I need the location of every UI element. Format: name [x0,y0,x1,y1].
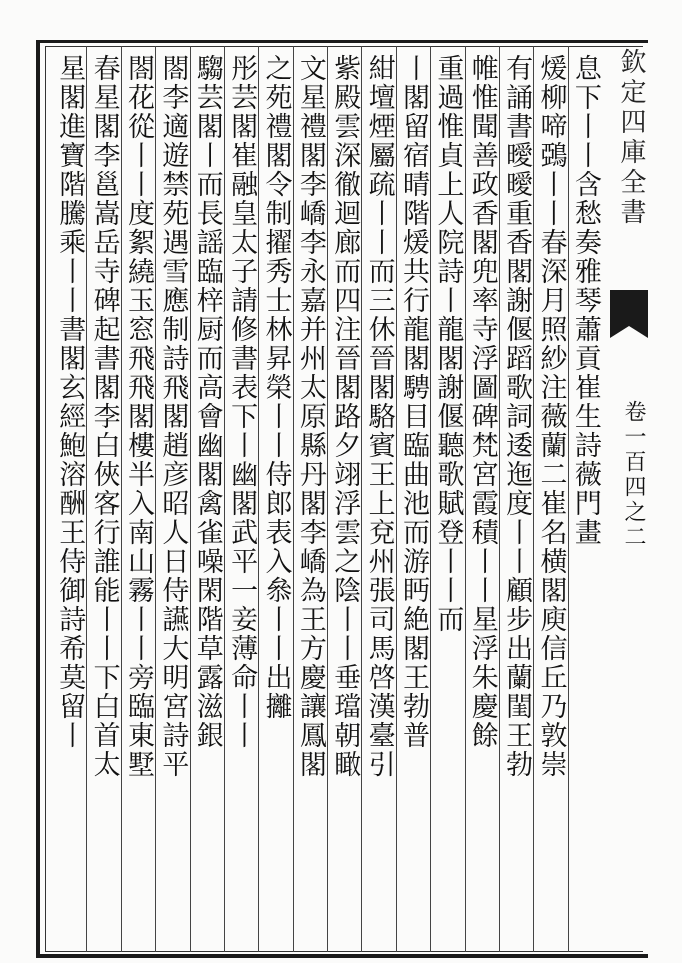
text-column: 彤芸閣崔融皇太子請修書表下丨幽閣武平一妾薄命丨丨 [226,54,258,750]
text-column: 帷惟聞善政香閣兜率寺浮圖碑梵宮霞積丨丨星浮朱慶餘 [466,54,498,750]
fishtail-mark-icon [610,290,648,326]
text-column: 重過惟貞上人院詩丨龍閣謝偃聽歌賦登丨丨而 [432,54,464,634]
text-column: 息下丨丨含愁奏雅琴蕭貢崔生詩薇門畫 [569,54,601,547]
text-column: 丨閣留宿晴階煖共行龍閣騁目臨曲池而游眄絶閣王勃普 [397,54,429,750]
volume-label: 卷一百四之二 [621,400,646,550]
text-column: 煖柳啼鵶丨丨春深月照紗注薇蘭二崔名横閣庾信丘乃敦崇 [535,54,567,779]
text-column: 閤李適遊禁苑遇雪應制詩飛閣趙彦昭人日侍讌大明宮詩平 [157,54,189,779]
text-column: 紺壇煙屬疏丨丨而三休晉閣駱賓王上兗州張司馬啓漢臺引 [363,54,395,779]
text-column: 閤花從丨丨度絮繞玉窓飛飛閣樓半入南山霧丨丨旁臨東墅 [122,54,154,779]
text-column: 騶芸閣丨而長謡臨梓厨而高會幽閣禽雀噪閑階草露滋銀 [191,54,223,750]
text-column: 春星閣李邕嵩岳寺碑起書閣李白俠客行誰能丨丨下白首太 [88,54,120,779]
text-column: 星閣進寶階騰乘丨丨書閣玄經鮑溶酬王侍御詩希莫留丨 [54,54,86,750]
text-column: 文星禮閣李嶠李永嘉并州太原縣丹閣李嶠為王方慶讓鳳閣 [294,54,326,779]
book-title: 欽定四庫全書 [616,48,646,228]
text-column: 之苑禮閣令制擢秀士林昇榮丨丨侍郎表入叅丨丨出攡 [260,54,292,721]
text-column: 有誦書曖曖重香閣謝偃蹈歌詞逶迤度丨丨顧步出蘭閨王勃 [501,54,533,779]
text-column: 紫殿雲深徹迴廊而四注晉閣路夕翊浮雲之陰丨丨垂璫朝瞰 [329,54,361,779]
